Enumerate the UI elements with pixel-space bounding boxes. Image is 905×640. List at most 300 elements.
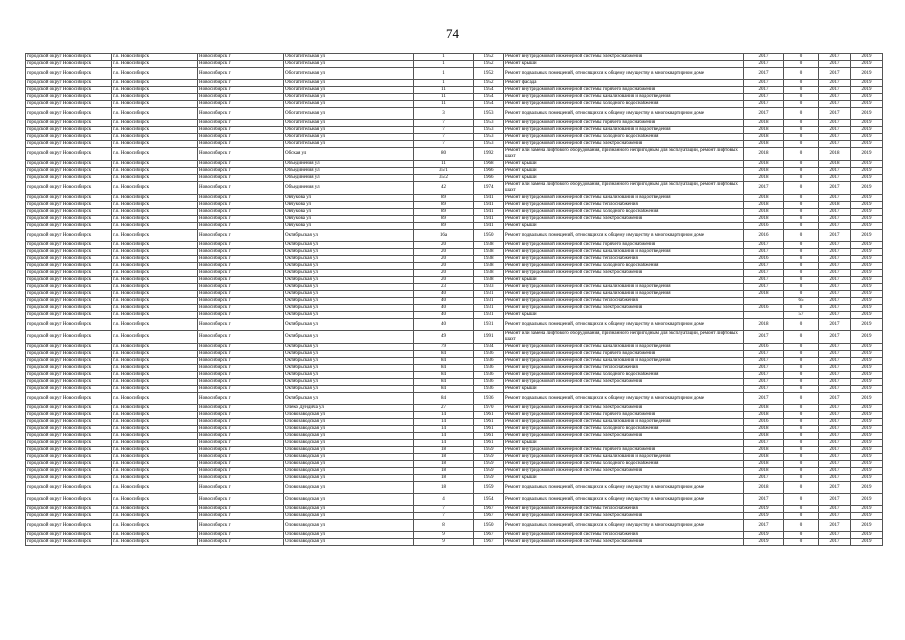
municipality-cell: г.о. Новосибирск (112, 242, 198, 249)
municipality-cell: г.о. Новосибирск (112, 482, 198, 494)
period-end-cell: 2019 (851, 447, 883, 454)
street-cell: Оловозаводская ул (284, 412, 414, 419)
district-cell: городской округ Новосибирск (26, 216, 112, 223)
plan-year-cell: 2018 (744, 134, 784, 141)
plan-year-cell: 2017 (744, 68, 784, 80)
period-end-cell: 2019 (851, 202, 883, 209)
district-cell: городской округ Новосибирск (26, 223, 112, 230)
year-built-cell: 1938 (474, 277, 504, 284)
city-cell: Новосибирск г (198, 168, 284, 175)
city-cell: Новосибирск г (198, 61, 284, 68)
work-type-cell: Ремонт внутридомовой инженерной системы канализования и водоотведения (504, 249, 744, 256)
value-cell: 0 (784, 433, 819, 440)
table-row (26, 108, 883, 120)
street-cell: Овчукова ул (284, 195, 414, 202)
municipality-cell: г.о. Новосибирск (112, 80, 198, 87)
period-start-cell: 2017 (819, 298, 851, 305)
municipality-cell: г.о. Новосибирск (112, 331, 198, 344)
house-number-cell: 18 (414, 482, 474, 494)
year-built-cell: 1941 (474, 209, 504, 216)
period-start-cell: 2017 (819, 520, 851, 532)
city-cell: Новосибирск г (198, 433, 284, 440)
city-cell: Новосибирск г (198, 447, 284, 454)
city-cell: Новосибирск г (198, 344, 284, 351)
table-row (26, 161, 883, 168)
period-end-cell: 2019 (851, 148, 883, 161)
house-number-cell: 89 (414, 195, 474, 202)
period-end-cell: 2019 (851, 372, 883, 379)
street-cell: Оловозаводская ул (284, 482, 414, 494)
city-cell: Новосибирск г (198, 284, 284, 291)
district-cell: городской округ Новосибирск (26, 270, 112, 277)
work-type-cell: Ремонт внутридомовой инженерной системы теплоснабжения (504, 506, 744, 513)
period-start-cell: 2017 (819, 277, 851, 284)
plan-year-cell: 2017 (744, 393, 784, 405)
year-built-cell: 1931 (474, 291, 504, 298)
year-built-cell: 1931 (474, 312, 504, 319)
value-cell: 0 (784, 351, 819, 358)
city-cell: Новосибирск г (198, 520, 284, 532)
work-type-cell: Ремонт внутридомовой инженерной системы электроснабжения (504, 379, 744, 386)
value-cell: 0 (784, 242, 819, 249)
period-end-cell: 2019 (851, 358, 883, 365)
work-type-cell: Ремонт фасада (504, 80, 744, 87)
period-start-cell: 2017 (819, 379, 851, 386)
house-number-cell: 11 (414, 101, 474, 108)
year-built-cell: 1953 (474, 108, 504, 120)
period-end-cell: 2019 (851, 513, 883, 520)
period-end-cell: 2019 (851, 120, 883, 127)
district-cell: городской округ Новосибирск (26, 393, 112, 405)
table-row (26, 182, 883, 195)
district-cell: городской округ Новосибирск (26, 468, 112, 475)
house-number-cell: 7 (414, 127, 474, 134)
house-number-cell: 16а (414, 230, 474, 242)
year-built-cell: 1938 (474, 249, 504, 256)
period-end-cell: 2019 (851, 54, 883, 61)
plan-year-cell: 2017 (744, 54, 784, 61)
municipality-cell: г.о. Новосибирск (112, 182, 198, 195)
repair-schedule-table (25, 53, 883, 546)
year-built-cell: 1968 (474, 161, 504, 168)
city-cell: Новосибирск г (198, 319, 284, 331)
district-cell: городской округ Новосибирск (26, 242, 112, 249)
plan-year-cell: 2017 (744, 386, 784, 393)
street-cell: Октябрьская ул (284, 230, 414, 242)
value-cell: 0 (784, 141, 819, 148)
city-cell: Новосибирск г (198, 68, 284, 80)
value-cell: 0 (784, 94, 819, 101)
city-cell: Новосибирск г (198, 101, 284, 108)
house-number-cell: 40 (414, 312, 474, 319)
period-end-cell: 2019 (851, 386, 883, 393)
municipality-cell: г.о. Новосибирск (112, 468, 198, 475)
period-start-cell: 2017 (819, 216, 851, 223)
work-type-cell: Ремонт внутридомовой инженерной системы электроснабжения (504, 468, 744, 475)
plan-year-cell: 2018 (744, 433, 784, 440)
street-cell: Октябрьская ул (284, 298, 414, 305)
plan-year-cell: 2018 (744, 412, 784, 419)
value-cell: 0 (784, 270, 819, 277)
period-end-cell: 2019 (851, 454, 883, 461)
value-cell: 0 (784, 412, 819, 419)
street-cell: Овчукова ул (284, 223, 414, 230)
work-type-cell: Ремонт внутридомовой инженерной системы электроснабжения (504, 270, 744, 277)
street-cell: Октябрьская ул (284, 256, 414, 263)
plan-year-cell: 2017 (744, 61, 784, 68)
period-start-cell: 2017 (819, 127, 851, 134)
table-row (26, 54, 883, 61)
value-cell: 0 (784, 532, 819, 539)
city-cell: Новосибирск г (198, 426, 284, 433)
district-cell: городской округ Новосибирск (26, 386, 112, 393)
house-number-cell: 14 (414, 419, 474, 426)
value-cell: 0 (784, 520, 819, 532)
period-end-cell: 2019 (851, 331, 883, 344)
period-start-cell: 2017 (819, 249, 851, 256)
plan-year-cell: 2019 (744, 532, 784, 539)
district-cell: городской округ Новосибирск (26, 120, 112, 127)
city-cell: Новосибирск г (198, 298, 284, 305)
value-cell: 0 (784, 195, 819, 202)
house-number-cell: 89 (414, 202, 474, 209)
plan-year-cell: 2018 (744, 168, 784, 175)
period-end-cell: 2019 (851, 475, 883, 482)
year-built-cell: 1936 (474, 372, 504, 379)
plan-year-cell: 2018 (744, 216, 784, 223)
plan-year-cell: 2017 (744, 87, 784, 94)
table-row (26, 379, 883, 386)
plan-year-cell: 2016 (744, 419, 784, 426)
year-built-cell: 1959 (474, 461, 504, 468)
house-number-cell: 23 (414, 284, 474, 291)
period-start-cell: 2017 (819, 101, 851, 108)
year-built-cell: 1974 (474, 182, 504, 195)
value-cell: 0 (784, 513, 819, 520)
municipality-cell: г.о. Новосибирск (112, 475, 198, 482)
municipality-cell: г.о. Новосибирск (112, 195, 198, 202)
street-cell: Оловозаводская ул (284, 447, 414, 454)
city-cell: Новосибирск г (198, 230, 284, 242)
municipality-cell: г.о. Новосибирск (112, 520, 198, 532)
plan-year-cell: 2017 (744, 475, 784, 482)
value-cell: 0 (784, 482, 819, 494)
work-type-cell: Ремонт внутридомовой инженерной системы электроснабжения (504, 216, 744, 223)
period-end-cell: 2019 (851, 61, 883, 68)
house-number-cell: 89 (414, 209, 474, 216)
value-cell: 0 (784, 475, 819, 482)
table-row (26, 120, 883, 127)
year-built-cell: 1953 (474, 141, 504, 148)
table-row (26, 319, 883, 331)
year-built-cell: 1938 (474, 256, 504, 263)
period-end-cell: 2019 (851, 412, 883, 419)
municipality-cell: г.о. Новосибирск (112, 61, 198, 68)
period-start-cell: 2017 (819, 447, 851, 454)
table-row (26, 539, 883, 546)
period-end-cell: 2019 (851, 182, 883, 195)
work-type-cell: Ремонт внутридомовой инженерной системы холодного водоснабжения (504, 209, 744, 216)
district-cell: городской округ Новосибирск (26, 127, 112, 134)
district-cell: городской округ Новосибирск (26, 230, 112, 242)
house-number-cell: 7 (414, 134, 474, 141)
period-start-cell: 2017 (819, 80, 851, 87)
city-cell: Новосибирск г (198, 87, 284, 94)
municipality-cell: г.о. Новосибирск (112, 358, 198, 365)
district-cell: городской округ Новосибирск (26, 405, 112, 412)
plan-year-cell: 2017 (744, 101, 784, 108)
table-row (26, 520, 883, 532)
period-start-cell: 2017 (819, 372, 851, 379)
year-built-cell: 1936 (474, 379, 504, 386)
street-cell: Октябрьская ул (284, 263, 414, 270)
district-cell: городской округ Новосибирск (26, 475, 112, 482)
period-end-cell: 2019 (851, 539, 883, 546)
district-cell: городской округ Новосибирск (26, 506, 112, 513)
period-start-cell: 2017 (819, 506, 851, 513)
municipality-cell: г.о. Новосибирск (112, 175, 198, 182)
table-row (26, 242, 883, 249)
house-number-cell: 49 (414, 331, 474, 344)
district-cell: городской округ Новосибирск (26, 433, 112, 440)
work-type-cell: Ремонт внутридомовой инженерной системы канализования и водоотведения (504, 454, 744, 461)
city-cell: Новосибирск г (198, 195, 284, 202)
period-start-cell: 2017 (819, 182, 851, 195)
period-start-cell: 2017 (819, 513, 851, 520)
table-row (26, 284, 883, 291)
year-built-cell: 1961 (474, 440, 504, 447)
plan-year-cell: 2018 (744, 461, 784, 468)
year-built-cell: 1967 (474, 513, 504, 520)
plan-year-cell: 2017 (744, 358, 784, 365)
city-cell: Новосибирск г (198, 80, 284, 87)
street-cell: Октябрьская ул (284, 242, 414, 249)
street-cell: Обогатительная ул (284, 68, 414, 80)
value-cell: 0 (784, 223, 819, 230)
work-type-cell: Ремонт крыши (504, 168, 744, 175)
municipality-cell: г.о. Новосибирск (112, 426, 198, 433)
work-type-cell: Ремонт внутридомовой инженерной системы теплоснабжения (504, 202, 744, 209)
table-row (26, 358, 883, 365)
house-number-cell: 7 (414, 506, 474, 513)
period-start-cell: 2018 (819, 148, 851, 161)
period-start-cell: 2017 (819, 331, 851, 344)
city-cell: Новосибирск г (198, 54, 284, 61)
year-built-cell: 1961 (474, 412, 504, 419)
year-built-cell: 1931 (474, 298, 504, 305)
municipality-cell: г.о. Новосибирск (112, 447, 198, 454)
house-number-cell: 89 (414, 216, 474, 223)
period-start-cell: 2017 (819, 94, 851, 101)
district-cell: городской округ Новосибирск (26, 520, 112, 532)
period-end-cell: 2019 (851, 319, 883, 331)
city-cell: Новосибирск г (198, 393, 284, 405)
work-type-cell: Ремонт или замена лифтового оборудования, признанного непригодным для эксплуатации, ремонт лифтовых шахт (504, 331, 744, 344)
year-built-cell: 1933 (474, 284, 504, 291)
work-type-cell: Ремонт внутридомовой инженерной системы канализования и водоотведения (504, 419, 744, 426)
plan-year-cell: 2018 (744, 209, 784, 216)
plan-year-cell: 2017 (744, 263, 784, 270)
street-cell: Обогатительная ул (284, 108, 414, 120)
value-cell: 0 (784, 209, 819, 216)
city-cell: Новосибирск г (198, 202, 284, 209)
value-cell: 0 (784, 426, 819, 433)
period-end-cell: 2019 (851, 161, 883, 168)
plan-year-cell: 2016 (744, 305, 784, 312)
work-type-cell: Ремонт подвальных помещений, относящихся к общему имуществу в многоквартирном доме (504, 108, 744, 120)
house-number-cell: 8 (414, 520, 474, 532)
table-row (26, 298, 883, 305)
district-cell: городской округ Новосибирск (26, 94, 112, 101)
year-built-cell: 1967 (474, 539, 504, 546)
year-built-cell: 1954 (474, 101, 504, 108)
municipality-cell: г.о. Новосибирск (112, 202, 198, 209)
period-start-cell: 2017 (819, 386, 851, 393)
work-type-cell: Ремонт подвальных помещений, относящихся к общему имуществу в многоквартирном доме (504, 520, 744, 532)
period-start-cell: 2017 (819, 454, 851, 461)
value-cell: 0 (784, 372, 819, 379)
period-end-cell: 2019 (851, 230, 883, 242)
city-cell: Новосибирск г (198, 331, 284, 344)
period-end-cell: 2019 (851, 216, 883, 223)
value-cell: 0 (784, 365, 819, 372)
period-end-cell: 2019 (851, 532, 883, 539)
plan-year-cell: 2016 (744, 256, 784, 263)
year-built-cell: 1941 (474, 195, 504, 202)
work-type-cell: Ремонт крыши (504, 175, 744, 182)
table-row (26, 148, 883, 161)
plan-year-cell: 2017 (744, 270, 784, 277)
house-number-cell: 20 (414, 249, 474, 256)
city-cell: Новосибирск г (198, 291, 284, 298)
street-cell: Овчукова ул (284, 202, 414, 209)
year-built-cell: 1936 (474, 386, 504, 393)
work-type-cell: Ремонт внутридомовой инженерной системы горячего водоснабжения (504, 351, 744, 358)
district-cell: городской округ Новосибирск (26, 312, 112, 319)
period-end-cell: 2019 (851, 440, 883, 447)
work-type-cell: Ремонт внутридомовой инженерной системы электроснабжения (504, 513, 744, 520)
work-type-cell: Ремонт подвальных помещений, относящихся к общему имуществу в многоквартирном доме (504, 68, 744, 80)
table-row (26, 101, 883, 108)
period-end-cell: 2019 (851, 506, 883, 513)
house-number-cell: 79 (414, 344, 474, 351)
street-cell: Октябрьская ул (284, 312, 414, 319)
value-cell: 0 (784, 256, 819, 263)
city-cell: Новосибирск г (198, 242, 284, 249)
house-number-cell: 7 (414, 141, 474, 148)
period-end-cell: 2019 (851, 87, 883, 94)
city-cell: Новосибирск г (198, 148, 284, 161)
work-type-cell: Ремонт подвальных помещений, относящихся к общему имуществу в многоквартирном доме (504, 494, 744, 506)
year-built-cell: 1959 (474, 475, 504, 482)
value-cell: 65 (784, 298, 819, 305)
value-cell: 0 (784, 344, 819, 351)
house-number-cell: 84 (414, 372, 474, 379)
street-cell: Оловозаводская ул (284, 440, 414, 447)
value-cell: 0 (784, 61, 819, 68)
municipality-cell: г.о. Новосибирск (112, 298, 198, 305)
year-built-cell: 1961 (474, 433, 504, 440)
plan-year-cell: 2018 (744, 405, 784, 412)
municipality-cell: г.о. Новосибирск (112, 168, 198, 175)
period-start-cell: 2017 (819, 68, 851, 80)
table-row (26, 513, 883, 520)
value-cell: 0 (784, 263, 819, 270)
plan-year-cell: 2018 (744, 127, 784, 134)
year-built-cell: 1936 (474, 358, 504, 365)
period-start-cell: 2017 (819, 54, 851, 61)
street-cell: Оловозаводская ул (284, 454, 414, 461)
city-cell: Новосибирск г (198, 263, 284, 270)
street-cell: Обогатительная ул (284, 141, 414, 148)
plan-year-cell: 2019 (744, 513, 784, 520)
table-body (26, 54, 883, 546)
city-cell: Новосибирск г (198, 506, 284, 513)
street-cell: Оловозаводская ул (284, 506, 414, 513)
municipality-cell: г.о. Новосибирск (112, 94, 198, 101)
district-cell: городской округ Новосибирск (26, 291, 112, 298)
municipality-cell: г.о. Новосибирск (112, 134, 198, 141)
district-cell: городской округ Новосибирск (26, 305, 112, 312)
city-cell: Новосибирск г (198, 305, 284, 312)
period-end-cell: 2019 (851, 291, 883, 298)
house-number-cell: 9 (414, 532, 474, 539)
value-cell: 0 (784, 358, 819, 365)
value-cell: 0 (784, 291, 819, 298)
municipality-cell: г.о. Новосибирск (112, 532, 198, 539)
period-end-cell: 2019 (851, 223, 883, 230)
street-cell: Обогатительная ул (284, 134, 414, 141)
house-number-cell: 20 (414, 270, 474, 277)
street-cell: Оловозаводская ул (284, 419, 414, 426)
plan-year-cell: 2017 (744, 331, 784, 344)
house-number-cell: 20 (414, 256, 474, 263)
city-cell: Новосибирск г (198, 256, 284, 263)
year-built-cell: 1941 (474, 202, 504, 209)
street-cell: Оловозаводская ул (284, 468, 414, 475)
district-cell: городской округ Новосибирск (26, 134, 112, 141)
street-cell: Оловозаводская ул (284, 433, 414, 440)
year-built-cell: 1954 (474, 494, 504, 506)
table-row (26, 419, 883, 426)
street-cell: Октябрьская ул (284, 291, 414, 298)
district-cell: городской округ Новосибирск (26, 426, 112, 433)
street-cell: Овчукова ул (284, 216, 414, 223)
table-row (26, 506, 883, 513)
period-start-cell: 2017 (819, 209, 851, 216)
city-cell: Новосибирск г (198, 209, 284, 216)
municipality-cell: г.о. Новосибирск (112, 148, 198, 161)
district-cell: городской округ Новосибирск (26, 454, 112, 461)
street-cell: Объединения ул (284, 175, 414, 182)
house-number-cell: 20 (414, 242, 474, 249)
municipality-cell: г.о. Новосибирск (112, 230, 198, 242)
district-cell: городской округ Новосибирск (26, 182, 112, 195)
year-built-cell: 1936 (474, 393, 504, 405)
work-type-cell: Ремонт или замена лифтового оборудования, признанного непригодным для эксплуатации, ремонт лифтовых шахт (504, 182, 744, 195)
table-row (26, 127, 883, 134)
period-end-cell: 2019 (851, 277, 883, 284)
house-number-cell: 18 (414, 454, 474, 461)
district-cell: городской округ Новосибирск (26, 379, 112, 386)
work-type-cell: Ремонт внутридомовой инженерной системы холодного водоснабжения (504, 263, 744, 270)
period-start-cell: 2017 (819, 482, 851, 494)
municipality-cell: г.о. Новосибирск (112, 68, 198, 80)
value-cell: 0 (784, 319, 819, 331)
house-number-cell: 20 (414, 263, 474, 270)
work-type-cell: Ремонт внутридомовой инженерной системы горячего водоснабжения (504, 242, 744, 249)
plan-year-cell: 2017 (744, 520, 784, 532)
